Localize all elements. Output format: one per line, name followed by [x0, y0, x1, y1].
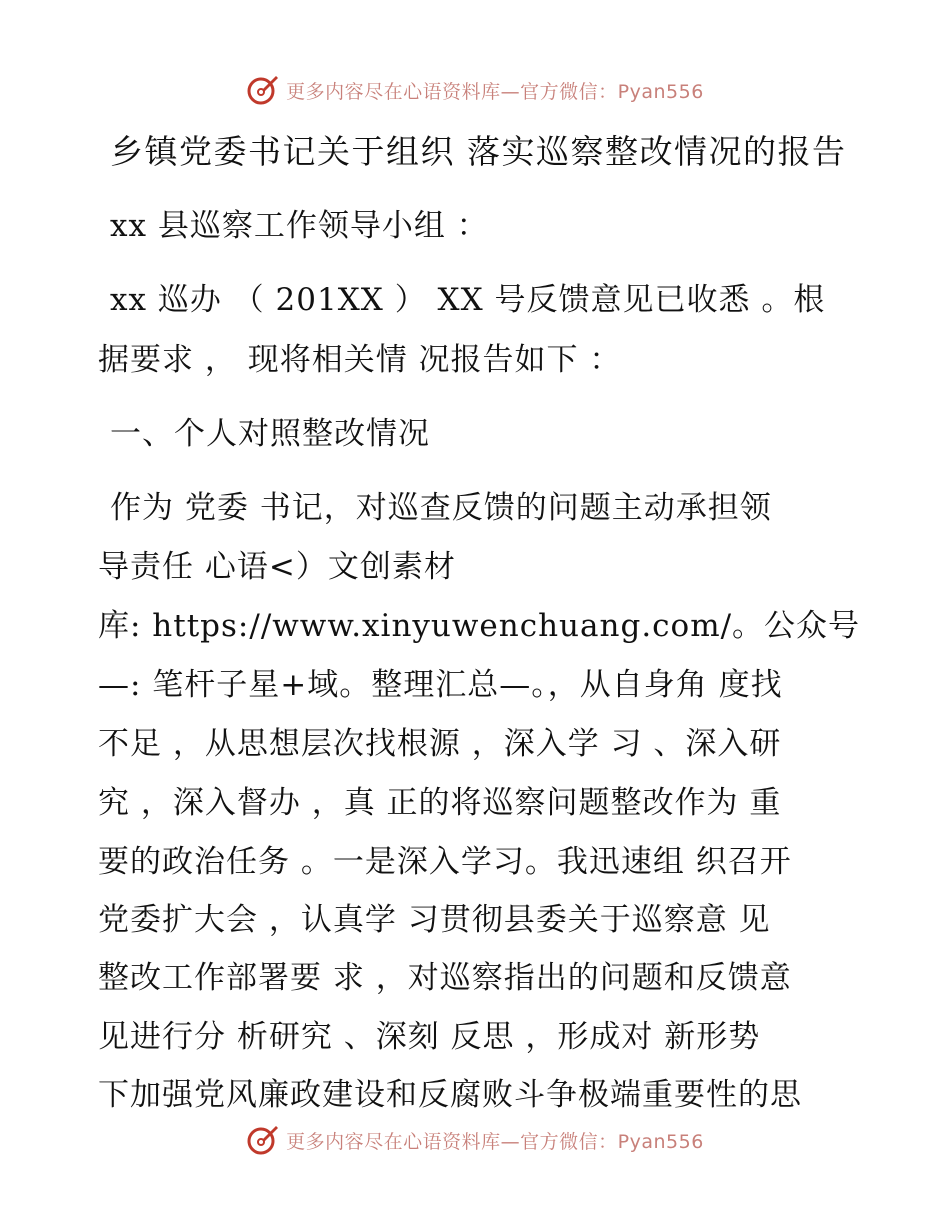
body-line: 党委扩大会 ，认真学 习贯彻县委关于巡察意 见 — [98, 902, 771, 938]
pen-logo-icon — [246, 1123, 280, 1157]
section-heading: 一、个人对照整改情况 — [110, 416, 430, 452]
body-line: 不足 ，从思想层次找根源 ，深入学 习 、深入研 — [98, 726, 782, 762]
body-line: xx 县巡察工作领导小组 ： — [110, 208, 489, 244]
body-line: 下加强党风廉政建设和反腐败斗争极端重要性的思 — [98, 1077, 802, 1113]
body-line: xx 巡办 （ 201XX ） XX 号反馈意见已收悉 。根 — [110, 282, 826, 318]
body-line: —: 笔杆子星+域。整理汇总—。，从自身角 度找 — [98, 667, 783, 703]
body-line: 库: https://www.xinyuwenchuang.com/。公众号 — [98, 608, 861, 644]
footer-watermark-text: 更多内容尽在心语资料库—官方微信：Pyan556 — [286, 1130, 704, 1153]
body-line: 要的政治任务 。一是深入学习。我迅速组 织召开 — [98, 844, 792, 880]
body-line: 作为 党委 书记，对巡查反馈的问题主动承担领 — [110, 490, 772, 526]
footer-watermark — [0, 1120, 950, 1160]
body-line: 整改工作部署要 求 ，对巡察指出的问题和反馈意 — [98, 960, 792, 996]
pen-logo-icon — [246, 73, 280, 107]
header-watermark-text: 更多内容尽在心语资料库—官方微信：Pyan556 — [286, 80, 704, 103]
body-line: 见进行分 析研究 、深刻 反思 ，形成对 新形势 — [98, 1019, 761, 1055]
header-watermark — [0, 70, 950, 110]
body-line: 究 ，深入督办 ，真 正的将巡察问题整改作为 重 — [98, 785, 782, 821]
body-line: 导责任 心语<）文创素材 — [98, 549, 456, 585]
document-title: 乡镇党委书记关于组织 落实巡察整改情况的报告 — [110, 132, 847, 171]
body-line: 据要求 ， 现将相关情 况报告如下 ： — [98, 342, 622, 378]
